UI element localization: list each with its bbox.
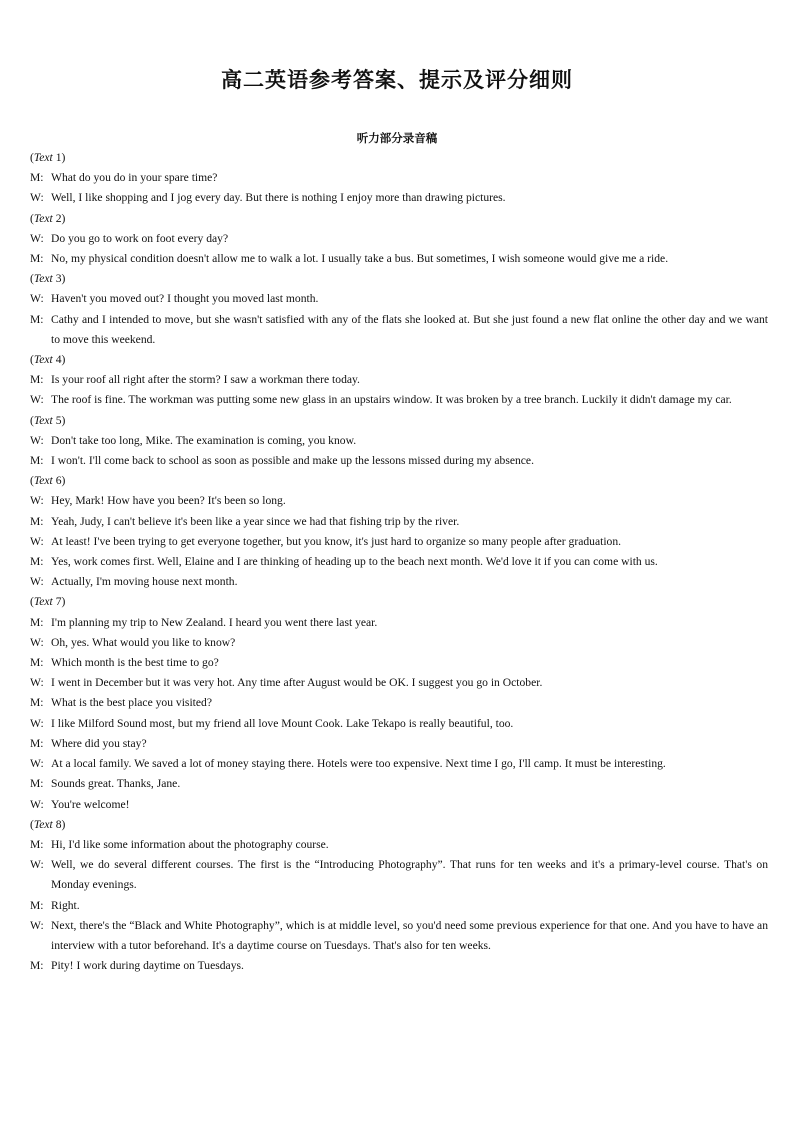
text-number: 2 [55,211,62,225]
dialog-text: You're welcome! [51,797,130,811]
speaker-label: M: [30,252,44,266]
dialog-line [30,512,768,532]
dialog-line [30,633,768,653]
speaker-label: M: [30,736,44,750]
speaker-label: W: [30,191,44,205]
dialog-line [30,835,768,855]
dialog-text: Where did you stay? [51,736,147,750]
dialog-line [30,310,768,350]
dialog-line [30,653,768,673]
dialog-line [30,451,768,471]
dialog-line [30,572,768,592]
speaker-label: W: [30,393,44,407]
dialog-text: The roof is fine. The workman was putting some new glass in an upstairs window. It was broken by a tree branch. Luckily it didn't damage my car. [51,393,732,407]
dialog-text: At least! I've been trying to get everyone together, but you know, it's just hard to organize so many people after graduation. [51,534,622,548]
dialog-line [30,168,768,188]
dialog-text: Actually, I'm moving house next month. [51,575,238,589]
text-label: Text [33,211,53,225]
text-label: Text [33,595,53,609]
dialog-text: Cathy and I intended to move, but she wasn't satisfied with any of the flats she looked at. But she just found a new flat online the other day and we want to move this weekend. [51,312,768,346]
text-label: Text [33,817,53,831]
speaker-label: M: [30,959,44,973]
dialog-line [30,916,768,956]
dialog-text: Hi, I'd like some information about the photography course. [51,837,329,851]
dialog-text: I like Milford Sound most, but my friend all love Mount Cook. Lake Tekapo is really beautiful, too. [51,716,514,730]
dialog-line [30,956,768,976]
speaker-label: M: [30,777,44,791]
dialog-line [30,370,768,390]
speaker-label: W: [30,676,44,690]
dialog-line [30,734,768,754]
text-section-header: (Text 1) [30,151,66,164]
speaker-label: M: [30,514,44,528]
text-number: 5 [55,413,62,427]
dialog-text: Sounds great. Thanks, Jane. [51,777,181,791]
dialog-line [30,229,768,249]
speaker-label: W: [30,716,44,730]
dialog-line [30,431,768,451]
speaker-label: W: [30,757,44,771]
dialog-line [30,249,768,269]
dialog-line [30,390,768,410]
dialog-line [30,532,768,552]
speaker-label: W: [30,433,44,447]
text-label: Text [33,413,53,427]
speaker-label: M: [30,696,44,710]
dialog-line [30,552,768,572]
dialog-line [30,673,768,693]
dialog-text: I went in December but it was very hot. Any time after August would be OK. I suggest you go in October. [51,676,543,690]
text-label: Text [33,272,53,286]
dialog-text: What is the best place you visited? [51,696,212,710]
speaker-label: M: [30,615,44,629]
dialog-text: Hey, Mark! How have you been? It's been so long. [51,494,286,508]
dialog-line [30,896,768,916]
dialog-line [30,289,768,309]
speaker-label: W: [30,918,44,932]
dialog-text: Well, we do several different courses. The first is the “Introducing Photography”. That runs for ten weeks and it's a primary-level course. That's on Monday evenings. [51,858,768,892]
speaker-label: W: [30,575,44,589]
speaker-label: W: [30,292,44,306]
dialog-text: Yeah, Judy, I can't believe it's been like a year since we had that fishing trip by the river. [51,514,460,528]
text-label: Text [33,474,53,488]
speaker-label: W: [30,494,44,508]
dialog-text: Pity! I work during daytime on Tuesdays. [51,959,244,973]
text-number: 1 [55,151,62,164]
dialog-text: Don't take too long, Mike. The examination is coming, you know. [51,433,357,447]
speaker-label: W: [30,231,44,245]
text-section-header: (Text 3) [30,272,66,286]
dialog-text: What do you do in your spare time? [51,171,218,185]
speaker-label: M: [30,555,44,569]
text-section-header: (Text 7) [30,595,66,609]
speaker-label: W: [30,858,44,872]
dialog-text: Yes, work comes first. Well, Elaine and I are thinking of heading up to the beach next month. We'd love it if you can come with us. [51,555,658,569]
text-section-header: (Text 4) [30,353,66,367]
speaker-label: W: [30,635,44,649]
text-label: Text [33,151,53,164]
dialog-line [30,795,768,815]
text-section-header: (Text 2) [30,211,66,225]
dialog-text: At a local family. We saved a lot of money staying there. Hotels were too expensive. Next time I go, I'll camp. It must be interesting. [51,757,666,771]
text-number: 4 [55,353,62,367]
dialog-text: Is your roof all right after the storm? I saw a workman there today. [51,373,360,387]
speaker-label: W: [30,534,44,548]
dialog-line [30,855,768,895]
dialog-line [30,188,768,208]
dialog-text: No, my physical condition doesn't allow me to walk a lot. I usually take a bus. But sometimes, I wish someone would give me a ride. [51,252,669,266]
dialog-text: I won't. I'll come back to school as soon as possible and make up the lessons missed during my absence. [51,454,534,468]
speaker-label: M: [30,656,44,670]
text-section-header: (Text 8) [30,817,66,831]
listening-transcript [30,148,768,976]
dialog-text: I'm planning my trip to New Zealand. I heard you went there last year. [51,615,378,629]
dialog-text: Which month is the best time to go? [51,656,219,670]
text-number: 3 [55,272,62,286]
dialog-line [30,774,768,794]
speaker-label: M: [30,898,44,912]
speaker-label: W: [30,797,44,811]
dialog-line [30,693,768,713]
dialog-line [30,754,768,774]
dialog-text: Oh, yes. What would you like to know? [51,635,236,649]
dialog-text: Right. [51,898,80,912]
text-number: 8 [55,817,62,831]
section-title: 听力部分录音稿 [356,131,438,145]
dialog-text: Well, I like shopping and I jog every day. But there is nothing I enjoy more than drawing pictures. [51,191,506,205]
text-section-header: (Text 6) [30,474,66,488]
text-section-header: (Text 5) [30,413,66,427]
dialog-line [30,491,768,511]
page-title: 高二英语参考答案、提示及评分细则 [221,68,573,92]
speaker-label: M: [30,171,44,185]
dialog-text: Haven't you moved out? I thought you moved last month. [51,292,319,306]
text-label: Text [33,353,53,367]
dialog-line [30,613,768,633]
dialog-text: Next, there's the “Black and White Photography”, which is at middle level, so you'd need some previous experience for that one. And you have to have an interview with a tutor beforehand. It's a daytime course on Tuesdays. That's also for ten weeks. [51,918,768,952]
speaker-label: M: [30,373,44,387]
speaker-label: M: [30,837,44,851]
text-number: 6 [55,474,62,488]
speaker-label: M: [30,312,44,326]
text-number: 7 [55,595,62,609]
speaker-label: M: [30,454,44,468]
dialog-line [30,714,768,734]
dialog-text: Do you go to work on foot every day? [51,231,229,245]
